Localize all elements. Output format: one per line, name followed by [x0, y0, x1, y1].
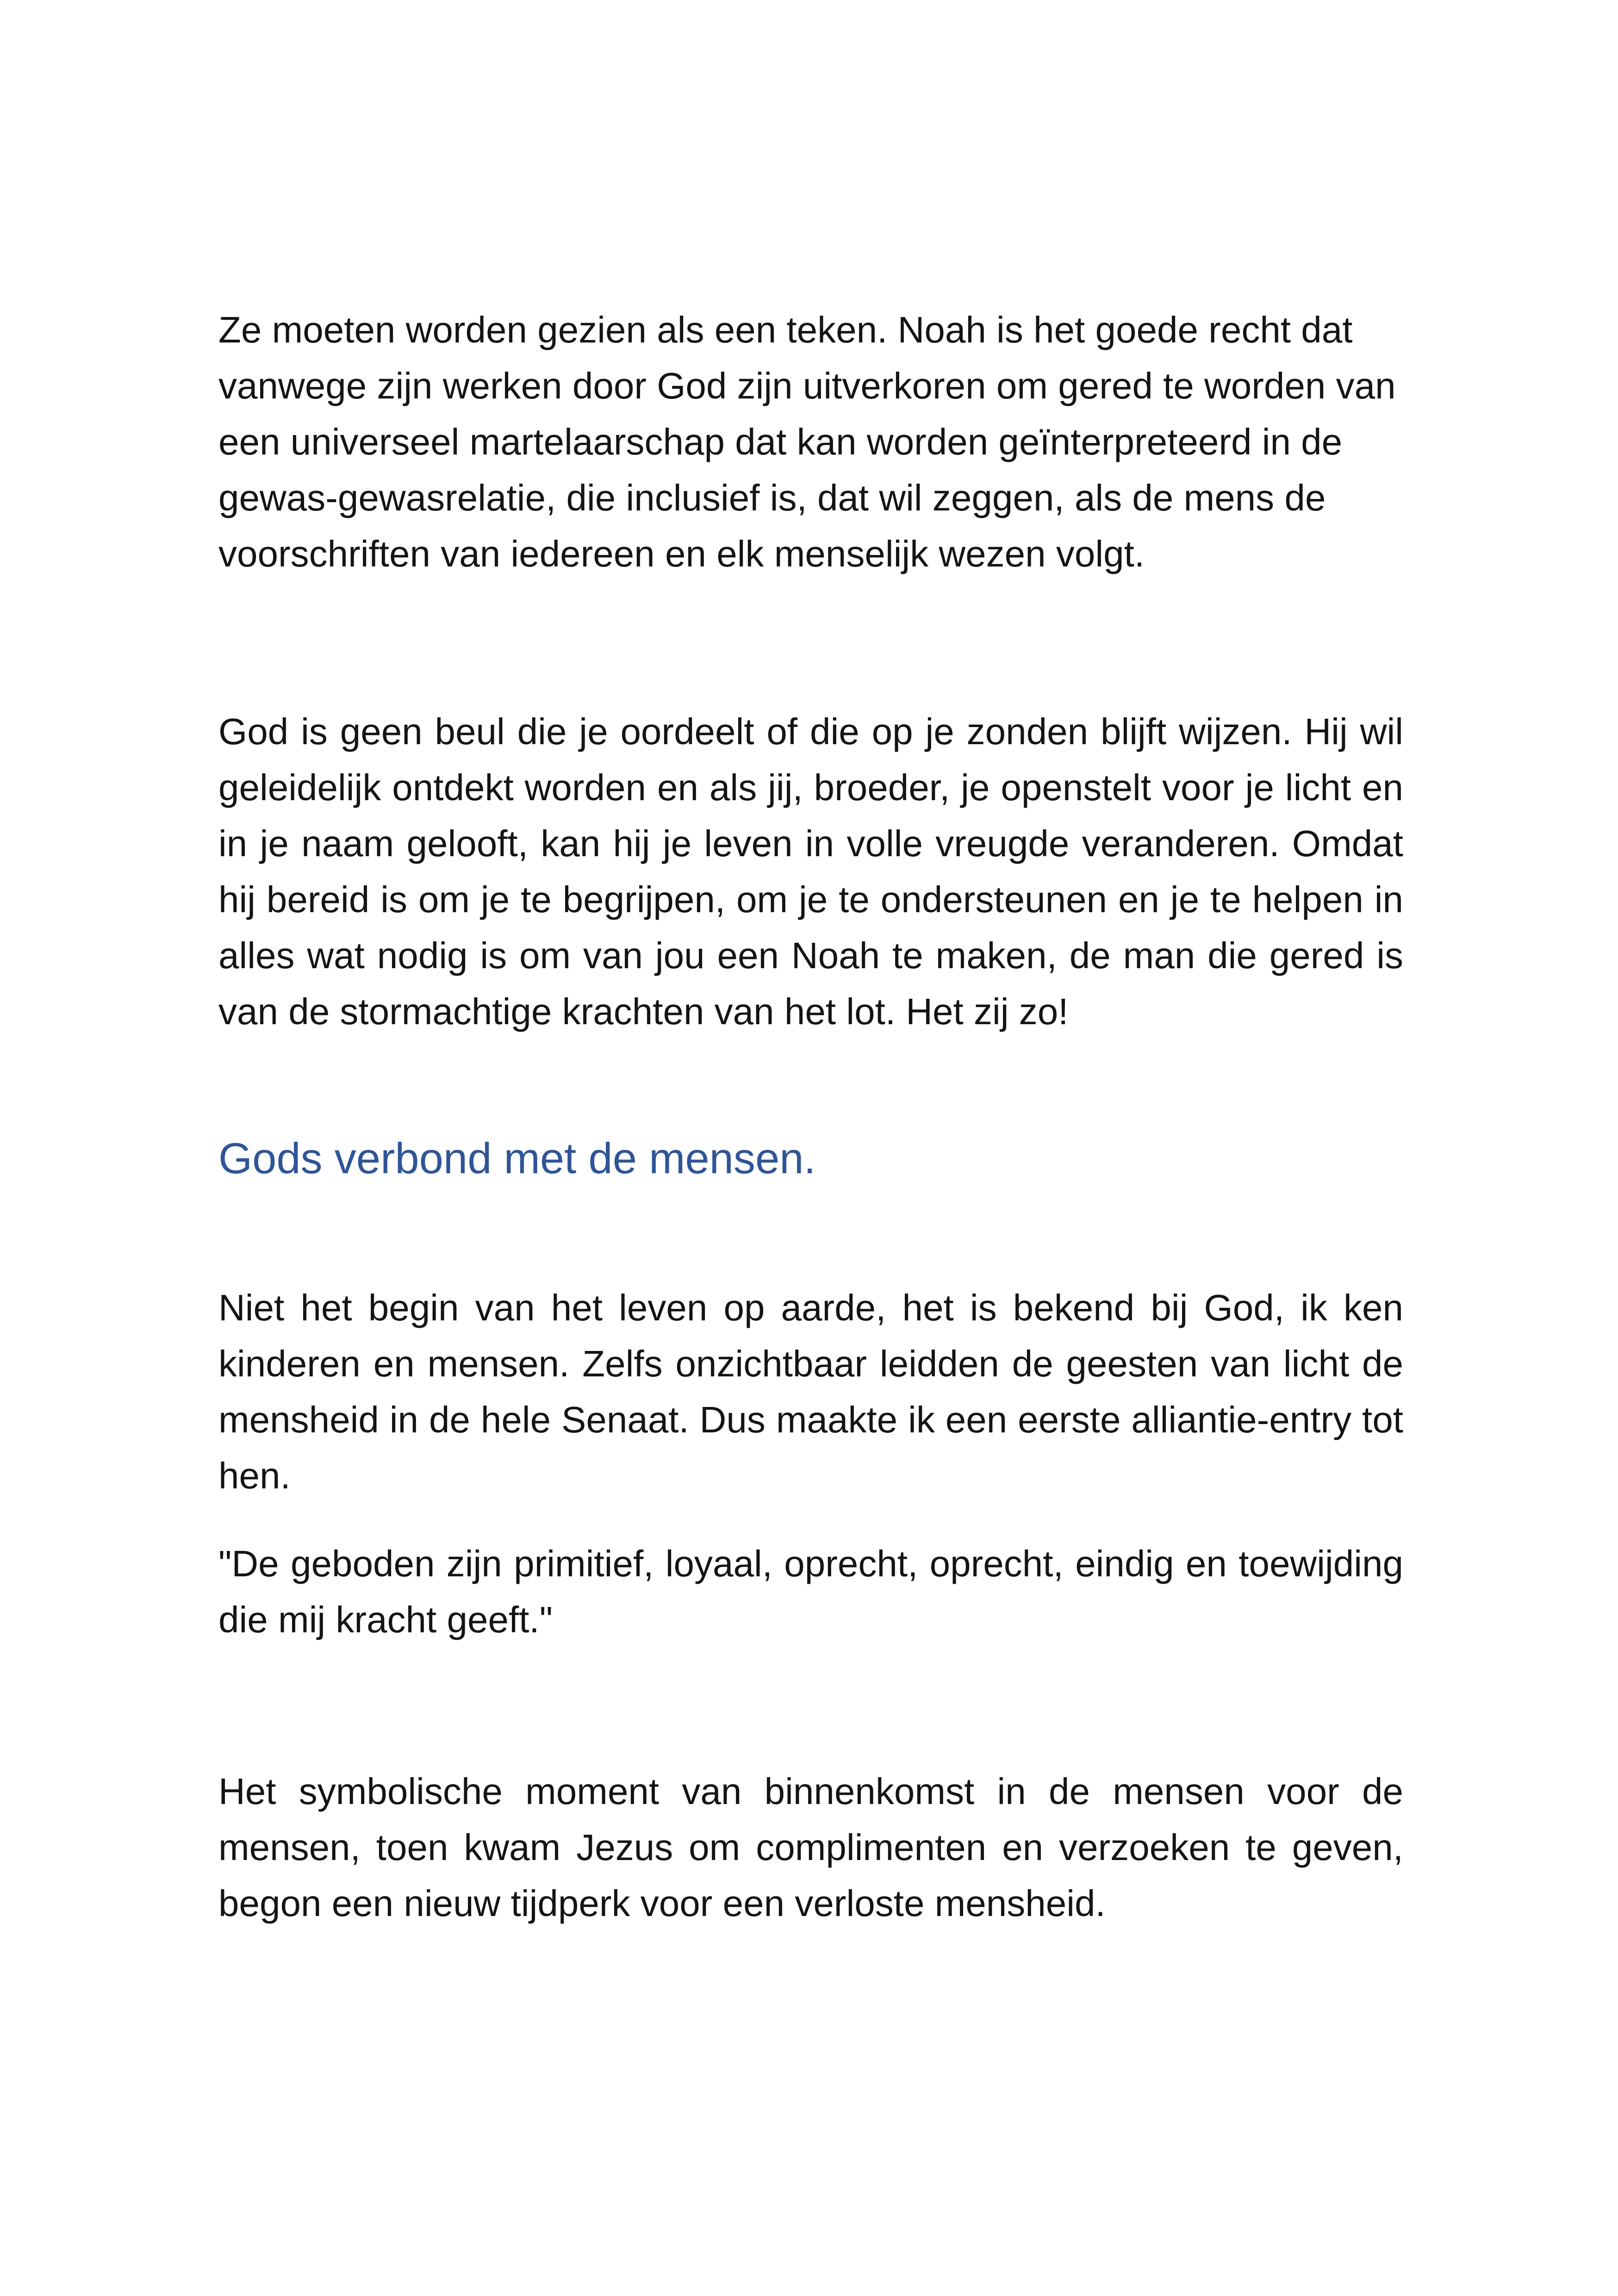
paragraph-symbolic-moment: Het symbolische moment van binnenkomst in de mensen voor de mensen, toen kwam Jezus om complimenten en verzoeken te geven, begon een nieuw tijdperk voor een verloste mensheid. — [218, 1771, 1403, 1924]
paragraph-beginning-of-life: Niet het begin van het leven op aarde, het is bekend bij God, ik ken kinderen en mensen. Zelfs onzichtbaar leidden de geesten van licht de mensheid in de hele Senaat. Dus maakte ik een eerste alliantie-entry tot hen. — [218, 1287, 1403, 1496]
paragraph-god-not-executioner: God is geen beul die je oordeelt of die op je zonden blijft wijzen. Hij wil geleidelijk ontdekt worden en als jij, broeder, je openstelt voor je licht en in je naam gelooft, kan hij je leven in volle vreugde veranderen. Omdat hij bereid is om je te begrijpen, om je te ondersteunen en je te helpen in alles wat nodig is om van jou een Noah te maken, de man die gered is van de stormachtige krachten van het lot. Het zij zo! — [218, 711, 1403, 1032]
paragraph-noah-sign: Ze moeten worden gezien als een teken. Noah is het goede recht dat vanwege zijn werken door God zijn uitverkoren om gered te worden van een universeel martelaarschap dat kan worden geïnterpreteerd in de gewas-gewasrelatie, die inclusief is, dat wil zeggen, als de mens de voorschriften van iedereen en elk menselijk wezen volgt. — [218, 309, 1396, 574]
paragraph-commandments-quote: "De geboden zijn primitief, loyaal, oprecht, oprecht, eindig en toewijding die mij kracht geeft." — [218, 1543, 1403, 1640]
section-heading: Gods verbond met de mensen. — [218, 1134, 816, 1182]
